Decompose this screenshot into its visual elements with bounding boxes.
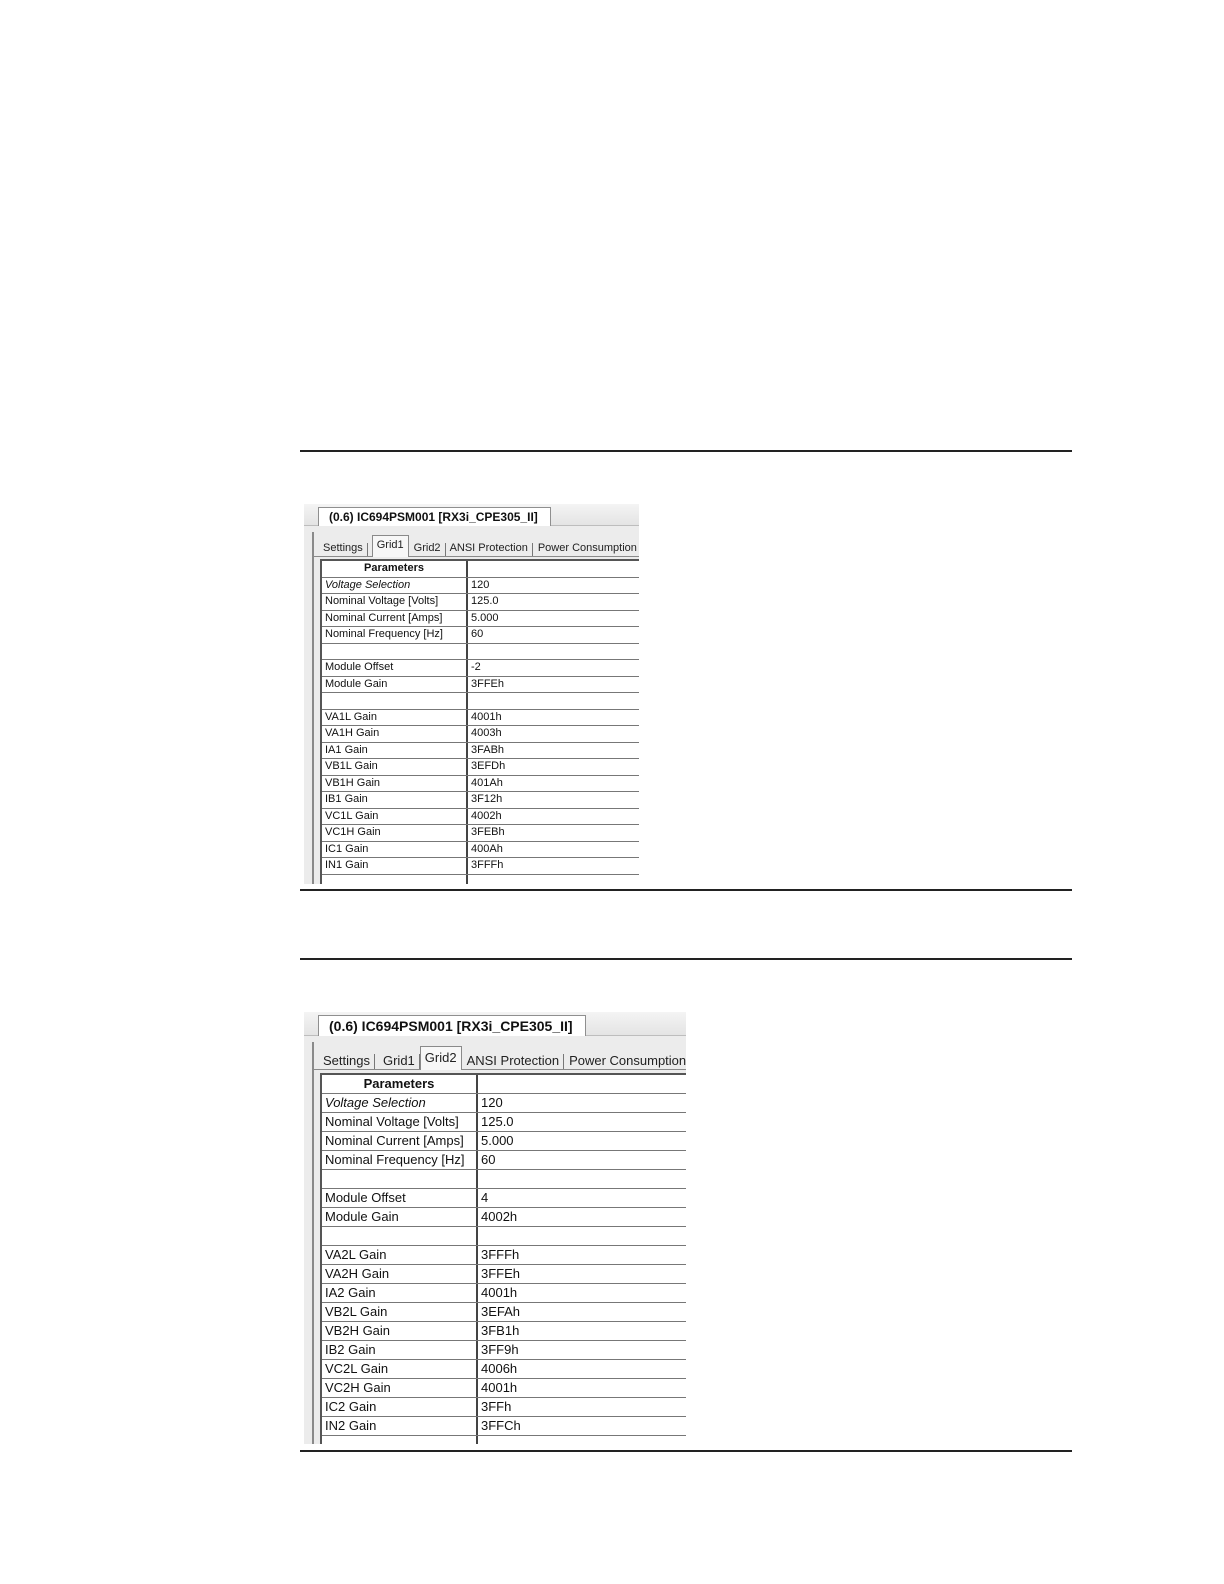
tab-grid1[interactable]: Grid1 — [372, 535, 409, 557]
parameter-name-cell: IC2 Gain — [322, 1398, 478, 1416]
table-row[interactable] — [322, 726, 639, 743]
parameter-value-cell[interactable]: 3FB1h — [481, 1323, 520, 1338]
table-row[interactable] — [322, 1398, 686, 1417]
parameter-name-cell: VB1H Gain — [322, 776, 468, 792]
parameter-name-cell: Module Offset — [322, 1189, 478, 1207]
parameter-value-cell[interactable]: 400Ah — [471, 842, 503, 855]
parameter-name-cell: Nominal Current [Amps] — [322, 1132, 478, 1150]
table-row[interactable] — [322, 792, 639, 809]
parameter-name-cell — [322, 875, 468, 885]
parameter-name-cell: IN2 Gain — [322, 1417, 478, 1435]
parameter-name-cell: VC1H Gain — [322, 825, 468, 841]
grid-header-row — [322, 561, 639, 578]
parameter-name-cell: VC2H Gain — [322, 1379, 478, 1397]
document-tab[interactable] — [318, 1015, 586, 1036]
parameter-value-cell[interactable]: 3FABh — [471, 743, 505, 756]
value-column-header — [468, 561, 639, 577]
table-row[interactable] — [322, 693, 639, 710]
parameter-value-cell[interactable] — [468, 693, 639, 709]
tab-power-consumption[interactable]: Power Consumption — [564, 1054, 686, 1069]
parameter-name-cell: VA1H Gain — [322, 726, 468, 742]
parameter-name-cell — [322, 1436, 478, 1444]
parameter-name-cell — [322, 1170, 478, 1188]
document-tab[interactable] — [318, 507, 551, 526]
table-row[interactable] — [322, 858, 639, 875]
config-tab-bar — [314, 1042, 686, 1070]
table-row[interactable] — [322, 1360, 686, 1379]
parameter-value-cell[interactable]: 3FFEh — [471, 677, 505, 690]
parameter-value-cell[interactable]: 3FF9h — [481, 1342, 519, 1357]
value-column-header — [478, 1075, 686, 1093]
tab-grid2[interactable]: Grid2 — [420, 1046, 462, 1070]
table-row[interactable] — [322, 1189, 686, 1208]
parameter-name-cell: VB1L Gain — [322, 759, 468, 775]
table-row[interactable] — [322, 1417, 686, 1436]
parameter-value-cell[interactable] — [478, 1227, 686, 1245]
parameter-value-cell[interactable]: 120 — [471, 578, 490, 591]
tab-settings[interactable]: Settings — [319, 543, 368, 556]
parameter-name-cell: Nominal Frequency [Hz] — [322, 1151, 478, 1169]
table-row[interactable] — [322, 1265, 686, 1284]
parameter-value-cell[interactable]: 5.000 — [481, 1133, 514, 1148]
parameter-value-cell[interactable]: 4 — [481, 1190, 489, 1205]
tab-ansi-protection[interactable]: ANSI Protection — [446, 543, 533, 556]
table-row[interactable] — [322, 594, 639, 611]
parameter-name-cell: IA2 Gain — [322, 1284, 478, 1302]
config-tab-bar — [314, 532, 639, 557]
parameter-value-cell[interactable]: 60 — [481, 1152, 496, 1167]
table-row[interactable] — [322, 776, 639, 793]
module-config-panel — [312, 1042, 686, 1444]
parameter-name-cell — [322, 693, 468, 709]
table-row[interactable] — [322, 825, 639, 842]
tab-ansi-protection[interactable]: ANSI Protection — [462, 1054, 565, 1069]
parameter-value-cell[interactable]: 4002h — [481, 1209, 518, 1224]
parameter-value-cell[interactable]: 3EFAh — [481, 1304, 521, 1319]
rule-bottom-1 — [300, 889, 1072, 891]
table-row[interactable] — [322, 759, 639, 776]
parameter-value-cell[interactable] — [478, 1170, 686, 1188]
parameter-value-cell[interactable]: 3FFEh — [481, 1266, 521, 1281]
document-tab-strip — [304, 504, 639, 526]
tab-grid2[interactable]: Grid2 — [409, 543, 446, 556]
parameter-name-cell: VC2L Gain — [322, 1360, 478, 1378]
tab-grid1[interactable]: Grid1 — [378, 1054, 420, 1069]
parameter-value-cell[interactable]: 3EFDh — [471, 760, 506, 772]
parameter-value-cell[interactable] — [468, 644, 639, 660]
table-row[interactable] — [322, 611, 639, 628]
parameter-value-cell[interactable]: 120 — [481, 1095, 503, 1110]
table-row[interactable] — [322, 677, 639, 694]
table-row[interactable] — [322, 1208, 686, 1227]
parameters-column-header: Parameters — [322, 561, 468, 577]
parameter-name-cell: VC1L Gain — [322, 809, 468, 825]
parameter-value-cell[interactable] — [478, 1436, 686, 1444]
table-row[interactable] — [322, 1151, 686, 1170]
tab-settings[interactable]: Settings — [319, 1054, 375, 1069]
parameter-value-cell[interactable]: 3FFh — [481, 1399, 512, 1414]
table-row[interactable] — [322, 809, 639, 826]
parameter-name-cell: VA2L Gain — [322, 1246, 478, 1264]
parameter-value-cell[interactable]: 3FFFh — [481, 1247, 520, 1262]
table-row[interactable] — [322, 1113, 686, 1132]
grid-header-row — [322, 1075, 686, 1094]
parameter-value-cell[interactable]: 4001h — [471, 710, 502, 723]
parameter-name-cell: Module Offset — [322, 660, 468, 676]
table-row[interactable] — [322, 1303, 686, 1322]
parameter-name-cell: Nominal Voltage [Volts] — [322, 1113, 478, 1131]
table-row[interactable] — [322, 660, 639, 677]
rule-bottom-2 — [300, 1450, 1072, 1452]
parameter-value-cell[interactable]: 4003h — [471, 727, 502, 739]
tab-power-consumption[interactable]: Power Consumption — [533, 543, 639, 556]
parameter-value-cell[interactable]: -2 — [471, 661, 481, 673]
parameter-value-cell[interactable]: 3FFCh — [481, 1418, 521, 1433]
table-row[interactable] — [322, 875, 639, 885]
screenshot-grid2 — [304, 1012, 686, 1444]
rule-top-2 — [300, 958, 1072, 960]
parameter-value-cell[interactable]: 3FEBh — [471, 826, 505, 838]
parameter-value-cell[interactable]: 125.0 — [481, 1114, 514, 1129]
parameter-name-cell: Nominal Current [Amps] — [322, 611, 468, 627]
parameter-value-cell[interactable]: 4006h — [481, 1361, 518, 1376]
table-row[interactable] — [322, 1322, 686, 1341]
parameter-value-cell[interactable]: 3FFFh — [471, 859, 504, 871]
parameter-value-cell[interactable] — [468, 875, 639, 885]
parameter-value-cell[interactable]: 401Ah — [471, 776, 503, 789]
parameter-name-cell: Nominal Frequency [Hz] — [322, 627, 468, 643]
table-row[interactable] — [322, 842, 639, 859]
document-tab-title: (0.6) IC694PSM001 [RX3i_CPE305_II] — [329, 510, 538, 524]
parameter-value-cell[interactable]: 5.000 — [471, 611, 499, 624]
table-row[interactable] — [322, 743, 639, 760]
parameters-grid — [320, 559, 639, 884]
parameter-name-cell — [322, 1227, 478, 1245]
table-row[interactable] — [322, 644, 639, 661]
parameters-column-header: Parameters — [322, 1075, 478, 1093]
parameter-name-cell: Nominal Voltage [Volts] — [322, 594, 468, 610]
parameter-value-cell[interactable]: 3F12h — [471, 793, 503, 805]
module-config-panel — [312, 532, 639, 884]
screenshot-grid1 — [304, 504, 639, 884]
table-row[interactable] — [322, 627, 639, 644]
table-row[interactable] — [322, 1094, 686, 1113]
parameter-value-cell[interactable]: 4002h — [471, 809, 502, 822]
table-row[interactable] — [322, 710, 639, 727]
table-row[interactable] — [322, 1436, 686, 1444]
parameter-name-cell: IB2 Gain — [322, 1341, 478, 1359]
parameter-name-cell: Voltage Selection — [322, 578, 468, 594]
parameter-value-cell[interactable]: 60 — [471, 628, 484, 640]
parameter-name-cell: IA1 Gain — [322, 743, 468, 759]
table-row[interactable] — [322, 1379, 686, 1398]
parameter-name-cell: VB2H Gain — [322, 1322, 478, 1340]
parameter-value-cell[interactable]: 125.0 — [471, 595, 499, 607]
parameter-value-cell[interactable]: 4001h — [481, 1380, 518, 1395]
table-row[interactable] — [322, 1170, 686, 1189]
parameter-name-cell: IB1 Gain — [322, 792, 468, 808]
parameter-value-cell[interactable]: 4001h — [481, 1285, 518, 1300]
document-tab-title: (0.6) IC694PSM001 [RX3i_CPE305_II] — [329, 1018, 573, 1034]
table-row[interactable] — [322, 1246, 686, 1265]
parameter-name-cell: Module Gain — [322, 1208, 478, 1226]
document-tab-strip — [304, 1012, 686, 1036]
rule-top-1 — [300, 450, 1072, 452]
table-row[interactable] — [322, 1284, 686, 1303]
parameter-name-cell: IC1 Gain — [322, 842, 468, 858]
table-row[interactable] — [322, 1227, 686, 1246]
parameters-grid — [320, 1073, 686, 1444]
parameter-name-cell: VB2L Gain — [322, 1303, 478, 1321]
parameter-name-cell: VA2H Gain — [322, 1265, 478, 1283]
parameter-name-cell: Voltage Selection — [322, 1094, 478, 1112]
parameter-name-cell: Module Gain — [322, 677, 468, 693]
parameter-name-cell — [322, 644, 468, 660]
parameter-name-cell: VA1L Gain — [322, 710, 468, 726]
table-row[interactable] — [322, 578, 639, 595]
table-row[interactable] — [322, 1341, 686, 1360]
parameter-name-cell: IN1 Gain — [322, 858, 468, 874]
table-row[interactable] — [322, 1132, 686, 1151]
